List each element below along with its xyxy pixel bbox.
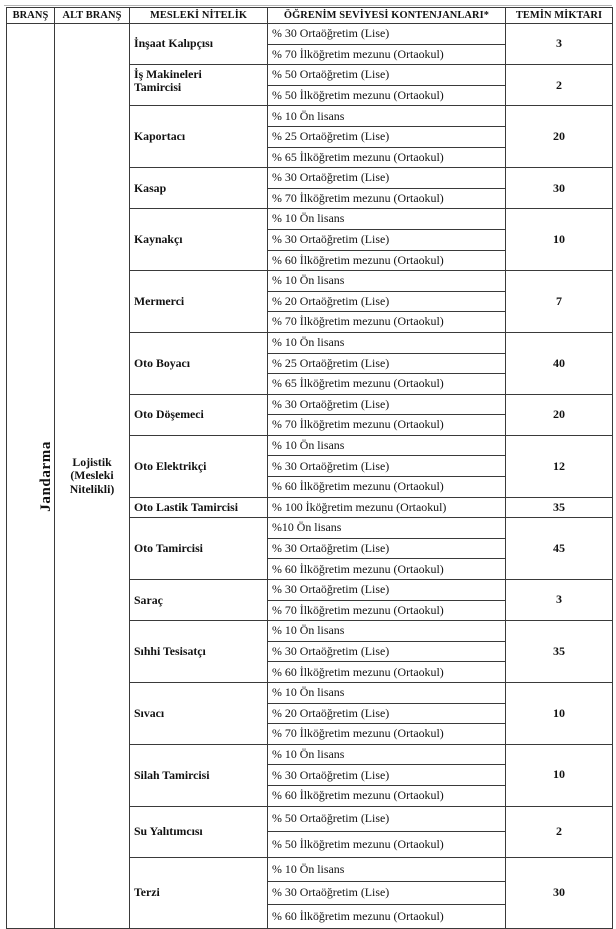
mesleki-nitelik-line: Oto Döşemeci <box>134 407 204 422</box>
cell-ogrenim-seviyesi: % 70 İlköğretim mezunu (Ortaokul) <box>268 44 506 65</box>
table-body <box>7 24 613 929</box>
cell-ogrenim-seviyesi: % 65 İlköğretim mezunu (Ortaokul) <box>268 147 506 168</box>
cell-brans <box>7 24 55 929</box>
mesleki-nitelik-line: Su Yalıtımcısı <box>134 824 203 839</box>
mesleki-nitelik-line: Mermerci <box>134 293 185 308</box>
cell-temin-miktari: 10 <box>506 744 613 806</box>
cell-ogrenim-seviyesi: % 30 Ortaöğretim (Lise) <box>268 765 506 786</box>
cell-ogrenim-seviyesi: % 30 Ortaöğretim (Lise) <box>268 538 506 559</box>
column-header-alt-brans: ALT BRANŞ <box>55 8 130 24</box>
cell-temin-miktari: 30 <box>506 168 613 209</box>
mesleki-nitelik-line: Terzi <box>134 885 160 900</box>
cell-ogrenim-seviyesi: % 30 Ortaöğretim (Lise) <box>268 394 506 415</box>
mesleki-nitelik-line: Sıvacı <box>134 705 165 720</box>
cell-mesleki-nitelik <box>130 394 268 435</box>
cell-temin-miktari: 30 <box>506 858 613 929</box>
cell-ogrenim-seviyesi: % 30 Ortaöğretim (Lise) <box>268 456 506 477</box>
cell-ogrenim-seviyesi: % 50 Ortaöğretim (Lise) <box>268 806 506 832</box>
cell-ogrenim-seviyesi: % 30 Ortaöğretim (Lise) <box>268 641 506 662</box>
cell-ogrenim-seviyesi: % 60 İlköğretim mezunu (Ortaokul) <box>268 250 506 271</box>
cell-mesleki-nitelik <box>130 621 268 683</box>
cell-temin-miktari: 10 <box>506 209 613 271</box>
mesleki-nitelik-line: Saraç <box>134 592 163 607</box>
mesleki-nitelik-line: Kaynakçı <box>134 232 183 247</box>
mesleki-nitelik-line: Oto Elektrikçi <box>134 458 207 473</box>
cell-temin-miktari: 2 <box>506 806 613 858</box>
cell-mesleki-nitelik <box>130 271 268 333</box>
cell-ogrenim-seviyesi: % 70 İlköğretim mezunu (Ortaokul) <box>268 600 506 621</box>
cell-ogrenim-seviyesi: % 60 İlköğretim mezunu (Ortaokul) <box>268 785 506 806</box>
cell-ogrenim-seviyesi: % 70 İlköğretim mezunu (Ortaokul) <box>268 724 506 745</box>
cell-ogrenim-seviyesi: % 70 İlköğretim mezunu (Ortaokul) <box>268 312 506 333</box>
cell-ogrenim-seviyesi: % 10 Ön lisans <box>268 683 506 704</box>
cell-alt-brans <box>55 24 130 929</box>
cell-mesleki-nitelik <box>130 168 268 209</box>
cell-ogrenim-seviyesi: % 10 Ön lisans <box>268 271 506 292</box>
scan-artifact-line <box>4 5 612 6</box>
mesleki-nitelik-line: İnşaat Kalıpçısı <box>134 36 213 51</box>
cell-temin-miktari: 10 <box>506 683 613 745</box>
cell-temin-miktari: 35 <box>506 621 613 683</box>
brans-label: Jandarma <box>37 440 54 512</box>
cell-ogrenim-seviyesi: % 10 Ön lisans <box>268 858 506 882</box>
cell-ogrenim-seviyesi: % 10 Ön lisans <box>268 621 506 642</box>
mesleki-nitelik-line: Kaportacı <box>134 129 186 144</box>
cell-temin-miktari: 35 <box>506 497 613 518</box>
cell-ogrenim-seviyesi: % 10 Ön lisans <box>268 209 506 230</box>
column-header-brans: BRANŞ <box>7 8 55 24</box>
cell-ogrenim-seviyesi: % 50 İlköğretim mezunu (Ortaokul) <box>268 85 506 106</box>
table-row <box>7 24 613 45</box>
cell-temin-miktari: 3 <box>506 580 613 621</box>
mesleki-nitelik-line: Kasap <box>134 180 167 195</box>
cell-ogrenim-seviyesi: % 70 İlköğretim mezunu (Ortaokul) <box>268 188 506 209</box>
cell-temin-miktari: 45 <box>506 518 613 580</box>
cell-ogrenim-seviyesi: % 50 Ortaöğretim (Lise) <box>268 65 506 86</box>
cell-temin-miktari: 40 <box>506 332 613 394</box>
cell-ogrenim-seviyesi: % 10 Ön lisans <box>268 106 506 127</box>
cell-mesleki-nitelik <box>130 806 268 858</box>
cell-mesleki-nitelik <box>130 683 268 745</box>
alt-brans-line: Nitelikli) <box>69 481 115 496</box>
kontenjan-table-container <box>6 7 612 929</box>
cell-ogrenim-seviyesi: % 30 Ortaöğretim (Lise) <box>268 580 506 601</box>
cell-temin-miktari: 2 <box>506 65 613 106</box>
cell-ogrenim-seviyesi: % 25 Ortaöğretim (Lise) <box>268 353 506 374</box>
cell-temin-miktari: 3 <box>506 24 613 65</box>
cell-mesleki-nitelik <box>130 435 268 497</box>
cell-ogrenim-seviyesi: % 20 Ortaöğretim (Lise) <box>268 703 506 724</box>
cell-mesleki-nitelik <box>130 518 268 580</box>
table-header <box>7 8 613 24</box>
cell-ogrenim-seviyesi: % 25 Ortaöğretim (Lise) <box>268 126 506 147</box>
cell-mesleki-nitelik <box>130 744 268 806</box>
cell-ogrenim-seviyesi: % 50 İlköğretim mezunu (Ortaokul) <box>268 832 506 858</box>
cell-mesleki-nitelik <box>130 580 268 621</box>
cell-ogrenim-seviyesi: % 70 İlköğretim mezunu (Ortaokul) <box>268 415 506 436</box>
cell-mesleki-nitelik <box>130 106 268 168</box>
mesleki-nitelik-line: Oto Tamircisi <box>134 541 203 556</box>
mesleki-nitelik-line: Oto Boyacı <box>134 355 191 370</box>
cell-ogrenim-seviyesi: % 20 Ortaöğretim (Lise) <box>268 291 506 312</box>
cell-ogrenim-seviyesi: % 60 İlköğretim mezunu (Ortaokul) <box>268 477 506 498</box>
cell-ogrenim-seviyesi: %10 Ön lisans <box>268 518 506 539</box>
mesleki-nitelik-line: Silah Tamircisi <box>134 767 210 782</box>
header-row <box>7 8 613 24</box>
mesleki-nitelik-line: İş Makineleri <box>134 67 202 82</box>
alt-brans-line: (Mesleki <box>70 468 114 483</box>
cell-ogrenim-seviyesi: % 10 Ön lisans <box>268 744 506 765</box>
cell-temin-miktari: 20 <box>506 394 613 435</box>
column-header-temin-miktari: TEMİN MİKTARI <box>506 8 613 24</box>
cell-temin-miktari: 7 <box>506 271 613 333</box>
cell-ogrenim-seviyesi: % 30 Ortaöğretim (Lise) <box>268 229 506 250</box>
cell-ogrenim-seviyesi: % 60 İlköğretim mezunu (Ortaokul) <box>268 905 506 929</box>
cell-ogrenim-seviyesi: % 100 İköğretim mezunu (Ortaokul) <box>268 497 506 518</box>
cell-ogrenim-seviyesi: % 30 Ortaöğretim (Lise) <box>268 24 506 45</box>
cell-ogrenim-seviyesi: % 65 İlköğretim mezunu (Ortaokul) <box>268 374 506 395</box>
cell-temin-miktari: 12 <box>506 435 613 497</box>
cell-ogrenim-seviyesi: % 60 İlköğretim mezunu (Ortaokul) <box>268 559 506 580</box>
cell-ogrenim-seviyesi: % 10 Ön lisans <box>268 435 506 456</box>
cell-ogrenim-seviyesi: % 10 Ön lisans <box>268 332 506 353</box>
cell-mesleki-nitelik <box>130 332 268 394</box>
cell-ogrenim-seviyesi: % 30 Ortaöğretim (Lise) <box>268 881 506 905</box>
cell-temin-miktari: 20 <box>506 106 613 168</box>
cell-mesleki-nitelik <box>130 858 268 929</box>
alt-brans-line: Lojistik <box>72 455 112 470</box>
cell-ogrenim-seviyesi: % 60 İlköğretim mezunu (Ortaokul) <box>268 662 506 683</box>
cell-ogrenim-seviyesi: % 30 Ortaöğretim (Lise) <box>268 168 506 189</box>
column-header-mesleki-nitelik: MESLEKİ NİTELİK <box>130 8 268 24</box>
cell-mesleki-nitelik <box>130 209 268 271</box>
kontenjan-table <box>6 7 613 929</box>
mesleki-nitelik-line: Oto Lastik Tamircisi <box>134 499 239 514</box>
cell-mesleki-nitelik <box>130 497 268 518</box>
column-header-ogrenim-seviyesi: ÖĞRENİM SEVİYESİ KONTENJANLARI* <box>268 8 506 24</box>
cell-mesleki-nitelik <box>130 65 268 106</box>
mesleki-nitelik-line: Sıhhi Tesisatçı <box>134 644 206 658</box>
cell-mesleki-nitelik <box>130 24 268 65</box>
mesleki-nitelik-line: Tamircisi <box>134 80 182 95</box>
